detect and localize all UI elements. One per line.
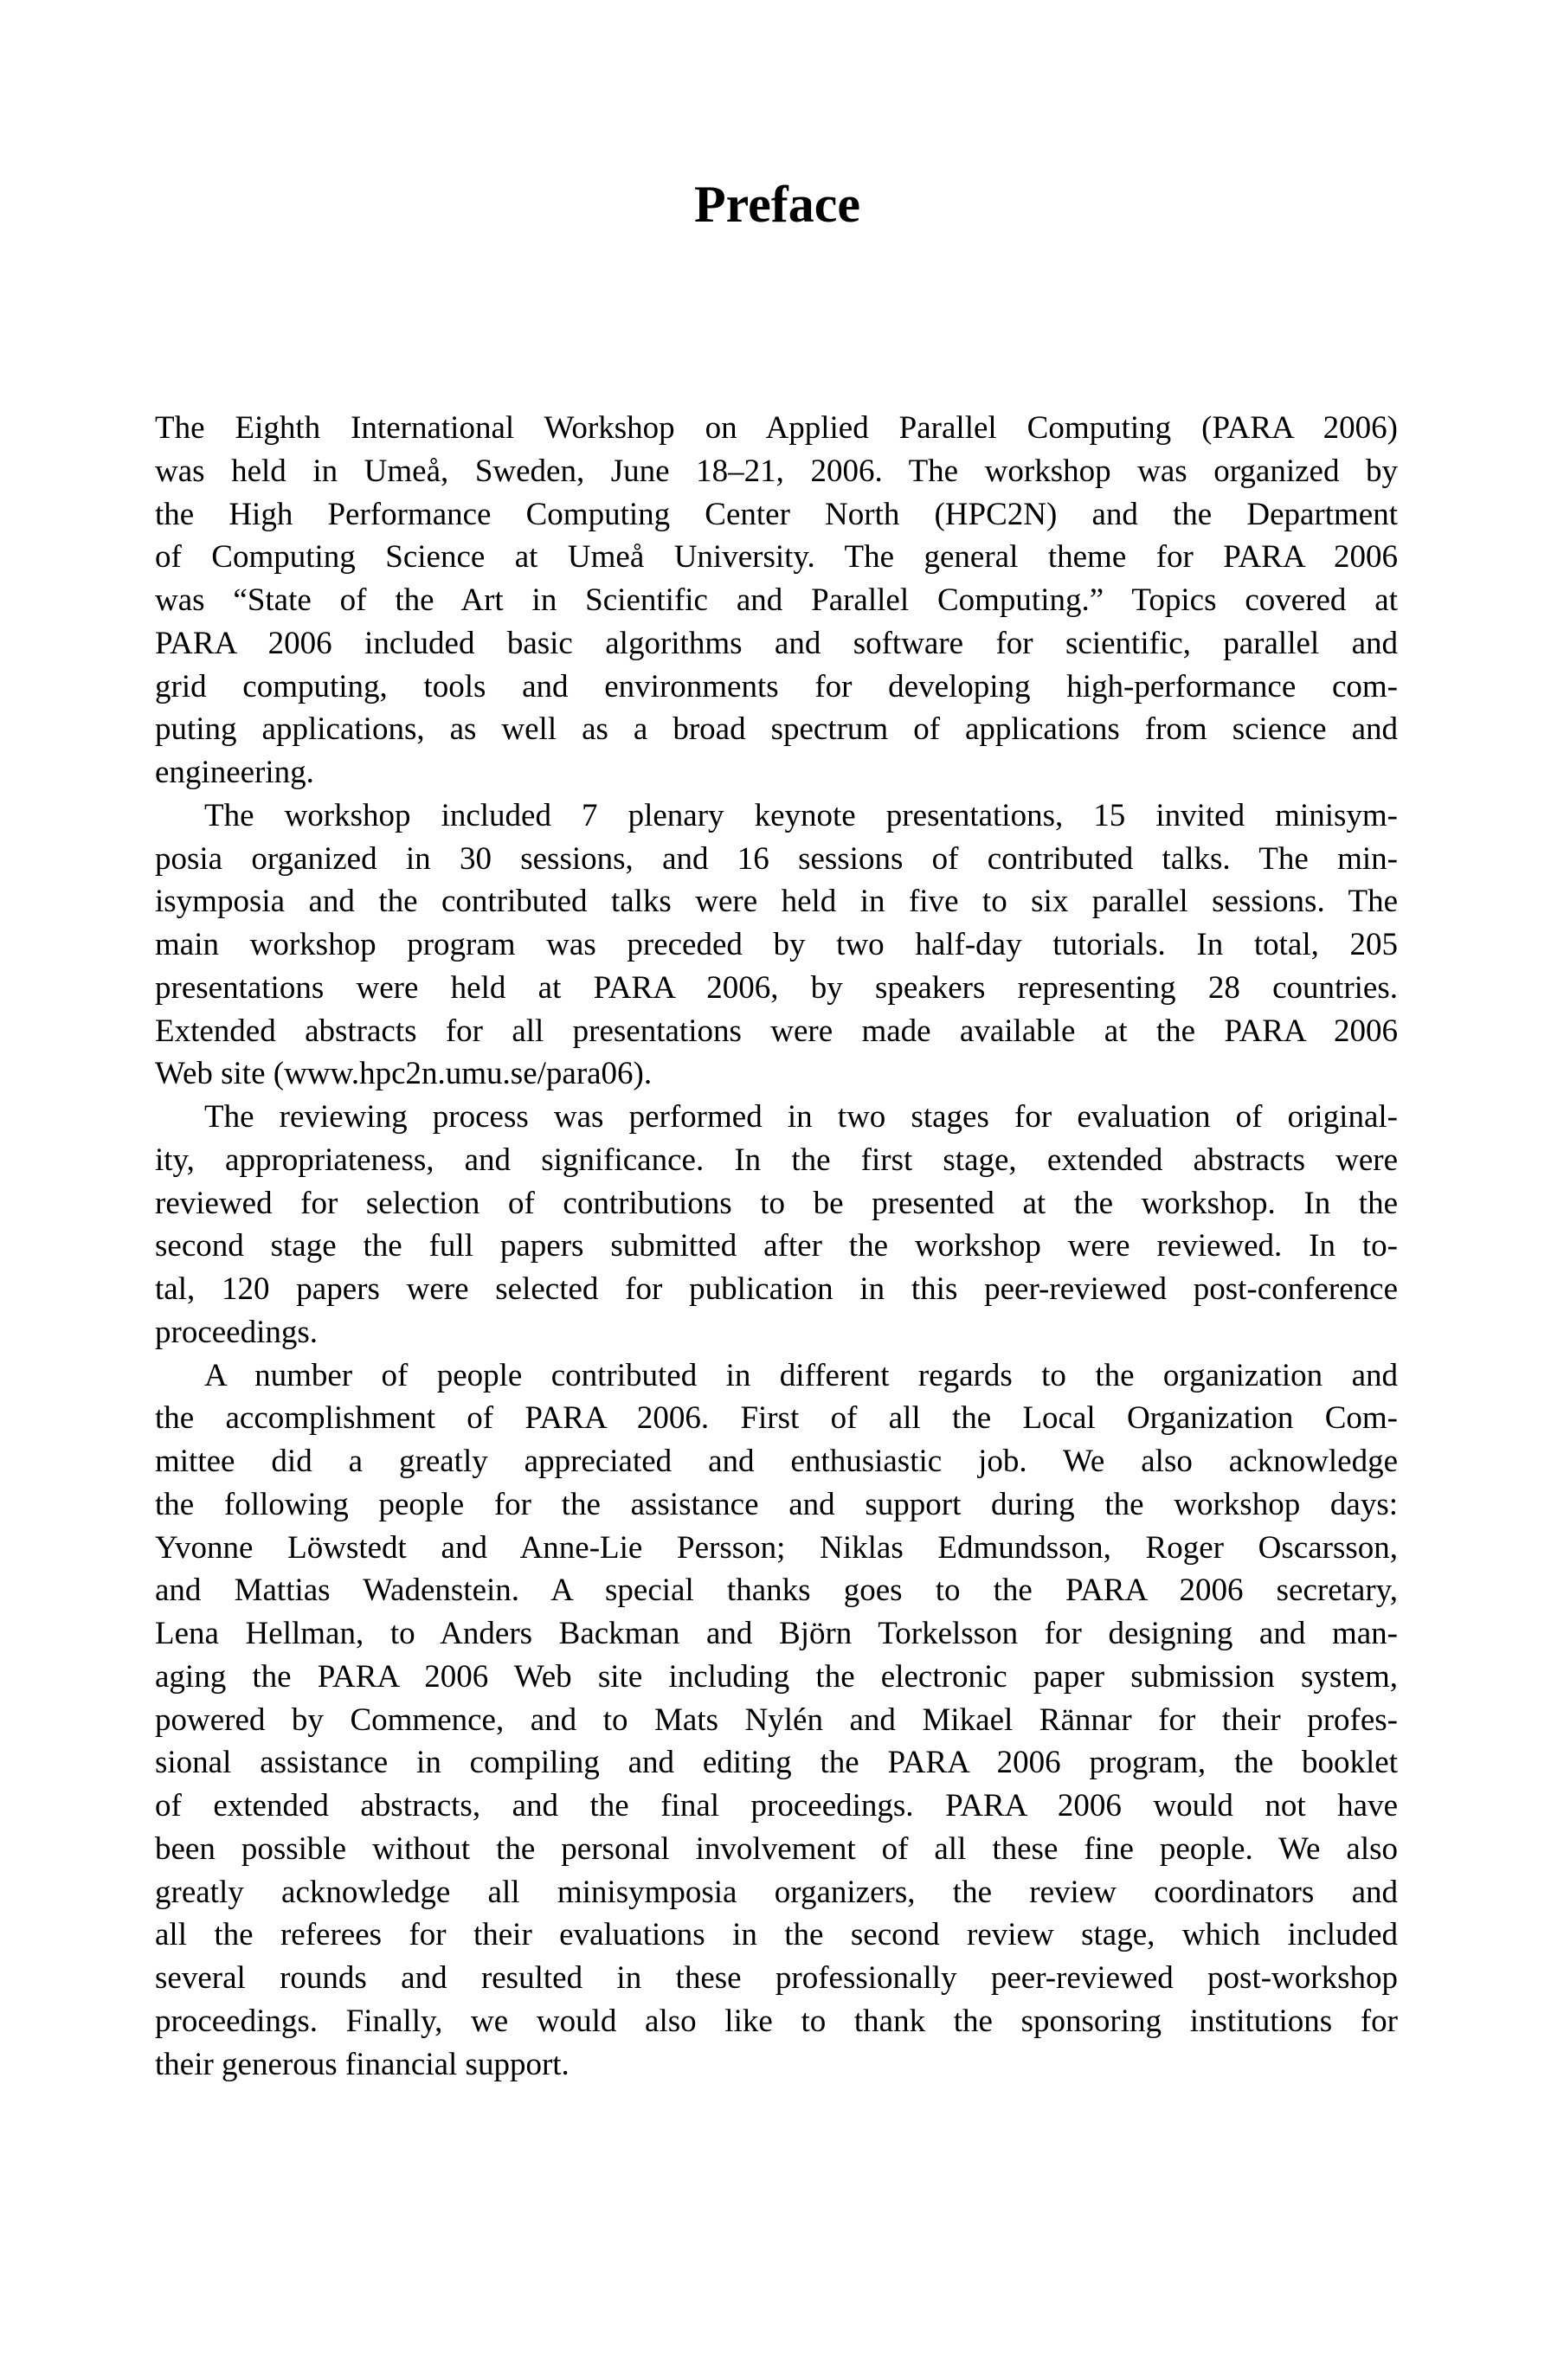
- text-line: grid computing, tools and environments for developing high-performance com-: [155, 668, 1398, 704]
- text-line: the accomplishment of PARA 2006. First of all the Local Organization Com-: [155, 1400, 1398, 1437]
- text-line: second stage the full papers submitted after the workshop were reviewed. In to-: [155, 1228, 1398, 1264]
- text-line: their generous financial support.: [155, 2046, 570, 2082]
- text-line: proceedings.: [155, 1314, 319, 1350]
- text-line: all the referees for their evaluations in the second review stage, which included: [155, 1917, 1398, 1953]
- text-line: the following people for the assistance and support during the workshop days:: [155, 1486, 1398, 1522]
- text-line: was “State of the Art in Scientific and Parallel Computing.” Topics covered at: [155, 582, 1398, 618]
- text-line: posia organized in 30 sessions, and 16 sessions of contributed talks. The min-: [155, 840, 1398, 877]
- text-line: The reviewing process was performed in two stages for evaluation of original-: [204, 1099, 1398, 1135]
- text-line: puting applications, as well as a broad spectrum of applications from science and: [155, 711, 1398, 748]
- text-line: Yvonne Löwstedt and Anne-Lie Persson; Niklas Edmundsson, Roger Oscarsson,: [155, 1529, 1398, 1566]
- text-line: main workshop program was preceded by two half-day tutorials. In total, 205: [155, 927, 1398, 962]
- text-line: engineering.: [155, 755, 314, 790]
- text-line: tal, 120 papers were selected for publication in this peer-reviewed post-conference: [155, 1271, 1398, 1307]
- text-line: Lena Hellman, to Anders Backman and Björn Torkelsson for designing and man-: [155, 1616, 1398, 1651]
- text-line: Extended abstracts for all presentations were made available at the PARA 2006: [155, 1013, 1398, 1049]
- text-line: was held in Umeå, Sweden, June 18–21, 2006. The workshop was organized by: [155, 453, 1398, 489]
- text-line: presentations were held at PARA 2006, by speakers representing 28 countries.: [155, 969, 1398, 1006]
- text-line: several rounds and resulted in these professionally peer-reviewed post-workshop: [155, 1960, 1398, 1996]
- page-title: Preface: [693, 176, 861, 233]
- paragraph-4: [155, 1354, 1398, 2087]
- text-line: reviewed for selection of contributions to be presented at the workshop. In the: [155, 1185, 1398, 1221]
- text-line: ity, appropriateness, and significance. In the first stage, extended abstracts were: [155, 1142, 1398, 1178]
- text-line: A number of people contributed in different regards to the organization and: [204, 1357, 1398, 1393]
- text-line: Web site (www.hpc2n.umu.se/para06).: [155, 1056, 653, 1092]
- text-line: proceedings. Finally, we would also like to thank the sponsoring institutions for: [155, 2003, 1398, 2039]
- text-line: and Mattias Wadenstein. A special thanks goes to the PARA 2006 secretary,: [155, 1573, 1398, 1609]
- text-line: sional assistance in compiling and editing the PARA 2006 program, the booklet: [155, 1745, 1398, 1781]
- text-line: the High Performance Computing Center North (HPC2N) and the Department: [155, 496, 1398, 532]
- paragraph-3: [155, 1096, 1398, 1354]
- text-line: powered by Commence, and to Mats Nylén and Mikael Rännar for their profes-: [155, 1701, 1398, 1738]
- text-line: isymposia and the contributed talks were held in five to six parallel sessions. The: [155, 884, 1398, 920]
- paragraph-2: [155, 794, 1398, 1096]
- text-line: The Eighth International Workshop on Applied Parallel Computing (PARA 2006): [155, 410, 1398, 446]
- text-line: The workshop included 7 plenary keynote presentations, 15 invited minisym-: [204, 797, 1398, 833]
- text-line: greatly acknowledge all minisymposia organizers, the review coordinators and: [155, 1874, 1398, 1910]
- paragraph-1: [155, 407, 1398, 794]
- text-line: been possible without the personal involvement of all these fine people. We also: [155, 1830, 1398, 1867]
- text-line: of Computing Science at Umeå University. The general theme for PARA 2006: [155, 539, 1398, 576]
- text-line: of extended abstracts, and the final proceedings. PARA 2006 would not have: [155, 1788, 1398, 1824]
- text-line: PARA 2006 included basic algorithms and software for scientific, parallel and: [155, 625, 1398, 661]
- text-line: aging the PARA 2006 Web site including the electronic paper submission system,: [155, 1658, 1398, 1695]
- preface-body: [155, 407, 1398, 2086]
- text-line: mittee did a greatly appreciated and enthusiastic job. We also acknowledge: [155, 1444, 1398, 1479]
